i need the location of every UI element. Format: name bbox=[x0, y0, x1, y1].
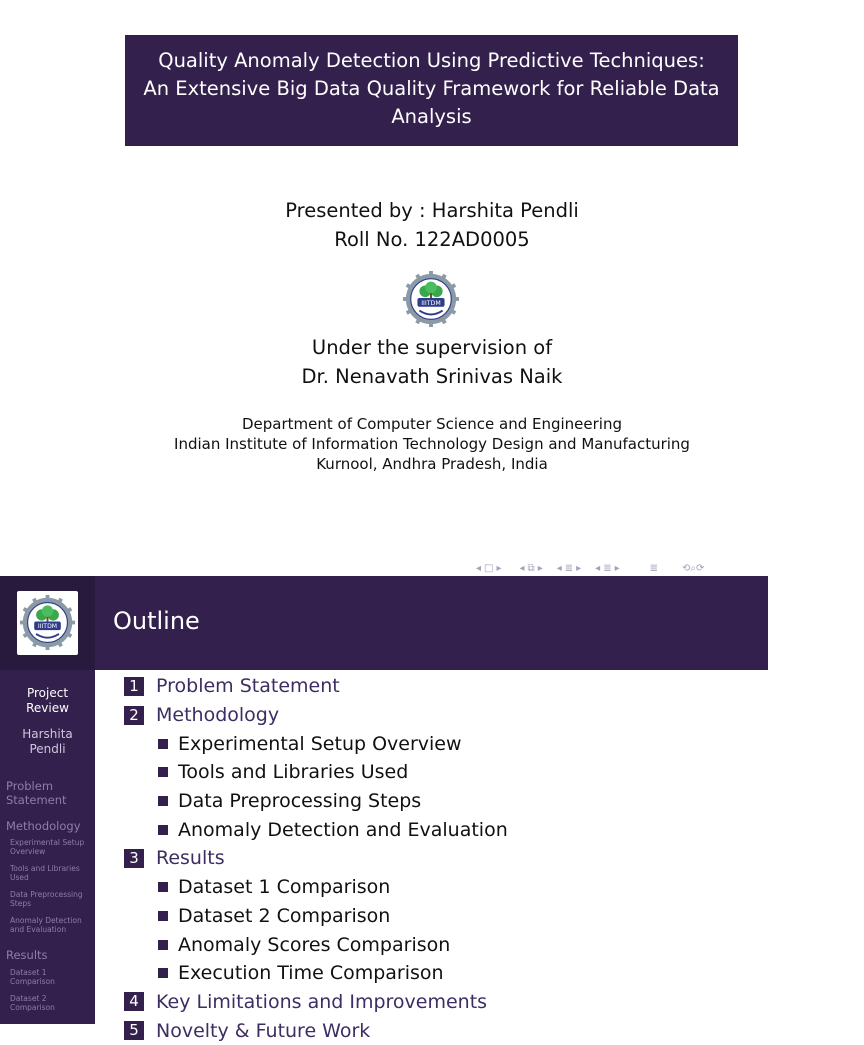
toc-subsection[interactable] bbox=[124, 959, 764, 988]
sidebar-subitem-experimental-setup[interactable]: Experimental Setup Overview bbox=[10, 838, 85, 856]
presenter-block bbox=[0, 196, 864, 254]
toc-subsection-label: Experimental Setup Overview bbox=[178, 732, 462, 755]
toc-section-number: 4 bbox=[124, 992, 144, 1011]
title-line-3: Analysis bbox=[391, 105, 472, 128]
title-box bbox=[125, 35, 738, 146]
toc-section-5[interactable] bbox=[124, 1016, 764, 1045]
toc-section-number: 5 bbox=[124, 1021, 144, 1040]
nav-part-icon[interactable]: ≣ bbox=[603, 562, 612, 574]
outline-slide bbox=[0, 576, 768, 1042]
toc-subsection-label: Anomaly Detection and Evaluation bbox=[178, 818, 508, 841]
svg-text:IIITDM: IIITDM bbox=[37, 623, 58, 631]
toc-section-1[interactable] bbox=[124, 672, 764, 701]
svg-text:IIITDM: IIITDM bbox=[421, 299, 441, 307]
frame-title: Outline bbox=[113, 607, 200, 635]
toc-section-4[interactable] bbox=[124, 988, 764, 1017]
square-bullet-icon bbox=[158, 940, 168, 950]
nav-next-frame-icon[interactable]: ▸ bbox=[496, 562, 502, 574]
nav-next-part-icon[interactable]: ▸ bbox=[614, 562, 620, 574]
sidebar-item-results[interactable]: Results bbox=[6, 948, 48, 962]
toc-subsection[interactable] bbox=[124, 729, 764, 758]
nav-subsection-icon[interactable]: ⧉ bbox=[527, 562, 535, 574]
nav-prev-frame-icon[interactable]: ◂ bbox=[476, 562, 482, 574]
sidebar-subitem-data-preprocessing[interactable]: Data Preprocessing Steps bbox=[10, 890, 83, 908]
institute-name: Indian Institute of Information Technology Design and Manufacturing bbox=[174, 435, 690, 453]
toc-subsection-label: Dataset 1 Comparison bbox=[178, 876, 391, 899]
nav-document-icon[interactable]: ≣ bbox=[649, 562, 659, 574]
toc-subsection-label: Data Preprocessing Steps bbox=[178, 790, 422, 813]
nav-next-subsection-icon[interactable]: ▸ bbox=[537, 562, 543, 574]
department-name: Department of Computer Science and Engineering bbox=[241, 415, 622, 433]
title-slide bbox=[0, 0, 768, 576]
toc-section-number: 3 bbox=[124, 849, 144, 868]
nav-prev-part-icon[interactable]: ◂ bbox=[595, 562, 601, 574]
sidebar-subitem-dataset-2[interactable]: Dataset 2 Comparison bbox=[10, 994, 55, 1012]
toc-subsection[interactable] bbox=[124, 930, 764, 959]
supervision-block bbox=[0, 333, 864, 391]
nav-prev-section-icon[interactable]: ◂ bbox=[556, 562, 562, 574]
toc-subsection-label: Anomaly Scores Comparison bbox=[178, 933, 451, 956]
title-line-1: Quality Anomaly Detection Using Predictive Techniques: bbox=[158, 49, 705, 72]
toc-section-label: Key Limitations and Improvements bbox=[156, 990, 488, 1013]
nav-search-icon[interactable]: ⟲⌕⟳ bbox=[682, 562, 705, 574]
sidebar-nav bbox=[6, 779, 92, 1012]
nav-next-section-icon[interactable]: ▸ bbox=[576, 562, 582, 574]
sidebar bbox=[0, 576, 95, 1024]
sidebar-subitem-anomaly-detection[interactable]: Anomaly Detection and Evaluation bbox=[10, 916, 82, 934]
beamer-navigation bbox=[476, 561, 766, 575]
supervision-label: Under the supervision of bbox=[311, 336, 553, 359]
sidebar-logo-cell bbox=[0, 576, 95, 670]
sidebar-item-problem-statement[interactable]: Problem Statement bbox=[6, 779, 67, 807]
square-bullet-icon bbox=[158, 739, 168, 749]
institute-logo-icon bbox=[19, 594, 76, 651]
logo-frame bbox=[17, 591, 78, 655]
toc-section-number: 2 bbox=[124, 706, 144, 725]
square-bullet-icon bbox=[158, 882, 168, 892]
sidebar-author[interactable]: Harshita Pendli bbox=[22, 727, 73, 756]
square-bullet-icon bbox=[158, 968, 168, 978]
toc-section-label: Problem Statement bbox=[156, 675, 340, 698]
toc-subsection[interactable] bbox=[124, 873, 764, 902]
toc-subsection[interactable] bbox=[124, 758, 764, 787]
toc-subsection[interactable] bbox=[124, 902, 764, 931]
toc-subsection-label: Execution Time Comparison bbox=[178, 962, 444, 985]
affiliation-block bbox=[0, 414, 864, 474]
nav-frame-icon[interactable]: □ bbox=[484, 562, 494, 574]
toc-subsection-label: Tools and Libraries Used bbox=[178, 761, 409, 784]
square-bullet-icon bbox=[158, 796, 168, 806]
toc-section-2[interactable] bbox=[124, 701, 764, 730]
nav-prev-subsection-icon[interactable]: ◂ bbox=[519, 562, 525, 574]
toc-section-number: 1 bbox=[124, 677, 144, 696]
toc-subsection[interactable] bbox=[124, 787, 764, 816]
table-of-contents bbox=[124, 672, 764, 1045]
square-bullet-icon bbox=[158, 767, 168, 777]
toc-subsection-label: Dataset 2 Comparison bbox=[178, 904, 391, 927]
sidebar-presentation-title[interactable]: Project Review bbox=[26, 686, 69, 715]
square-bullet-icon bbox=[158, 825, 168, 835]
supervisor-name: Dr. Nenavath Srinivas Naik bbox=[301, 365, 563, 388]
sidebar-subitem-tools-libraries[interactable]: Tools and Libraries Used bbox=[10, 864, 80, 882]
roll-number: Roll No. 122AD0005 bbox=[334, 228, 530, 251]
presented-by: Presented by : Harshita Pendli bbox=[285, 199, 579, 222]
frame-title-bar bbox=[95, 576, 768, 670]
institute-location: Kurnool, Andhra Pradesh, India bbox=[316, 455, 548, 473]
toc-section-label: Novelty & Future Work bbox=[156, 1019, 371, 1042]
toc-section-3[interactable] bbox=[124, 844, 764, 873]
toc-subsection[interactable] bbox=[124, 815, 764, 844]
title-line-2: An Extensive Big Data Quality Framework for Reliable Data bbox=[143, 77, 720, 100]
nav-section-icon[interactable]: ≣ bbox=[564, 562, 574, 574]
sidebar-item-methodology[interactable]: Methodology bbox=[6, 819, 81, 833]
toc-section-label: Methodology bbox=[156, 704, 280, 727]
square-bullet-icon bbox=[158, 911, 168, 921]
institute-logo-icon bbox=[402, 270, 460, 328]
toc-section-label: Results bbox=[156, 847, 225, 870]
sidebar-subitem-dataset-1[interactable]: Dataset 1 Comparison bbox=[10, 968, 55, 986]
